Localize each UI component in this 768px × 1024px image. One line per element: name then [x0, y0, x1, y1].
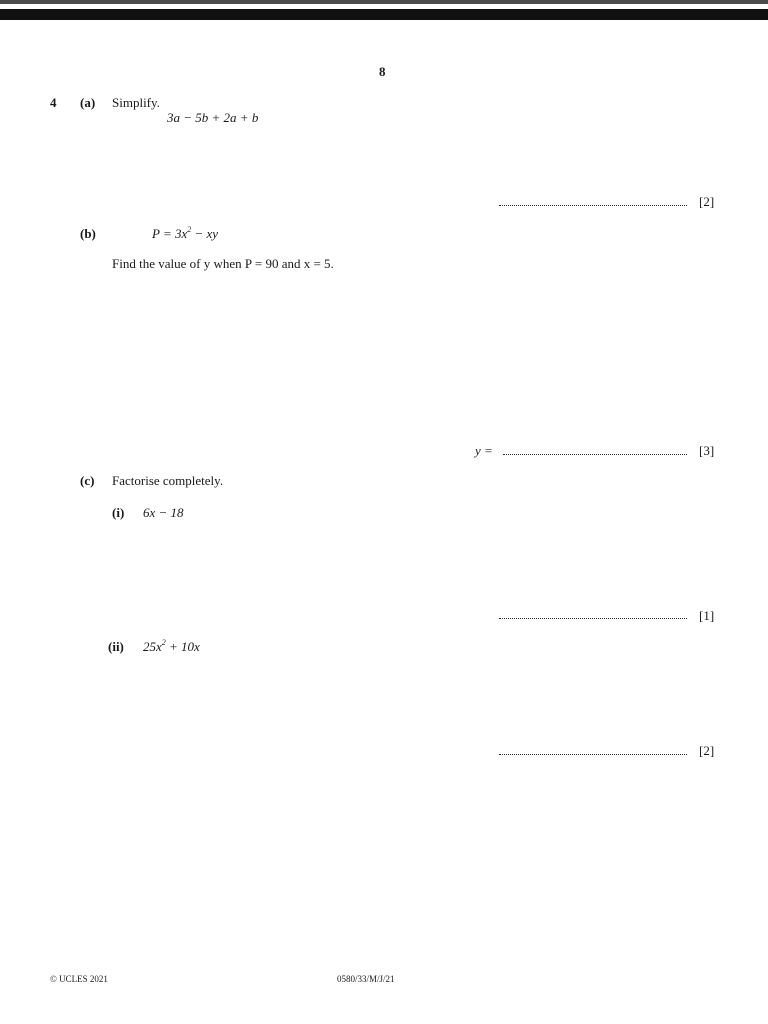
expression-exponent: 2	[161, 638, 166, 647]
part-c-i-label: (i)	[112, 505, 125, 520]
expression-tail: + 10x	[165, 639, 200, 654]
footer-code: 0580/33/M/J/21	[337, 974, 395, 984]
expression-base: 25x	[143, 639, 162, 654]
formula-exponent: 2	[187, 225, 192, 234]
part-c-ii-expression	[143, 639, 200, 654]
formula-lhs: P	[152, 226, 160, 241]
part-b-marks: [3]	[699, 443, 715, 458]
part-c-i-marks: [1]	[699, 608, 715, 623]
part-c-ii-label: (ii)	[108, 639, 124, 654]
footer-copyright: © UCLES 2021	[50, 974, 108, 984]
top-border-thick	[0, 9, 768, 20]
part-c-label: (c)	[80, 473, 95, 488]
part-a-expression: 3a − 5b + 2a + b	[167, 110, 259, 125]
part-a-label: (a)	[80, 95, 96, 110]
formula-tail: − xy	[191, 226, 219, 241]
part-c-i-expression: 6x − 18	[143, 505, 184, 520]
part-c-i-answer-line[interactable]	[499, 618, 687, 619]
part-c-ii-marks: [2]	[699, 743, 715, 758]
top-border-thin	[0, 0, 768, 4]
question-number: 4	[50, 95, 57, 110]
part-b-instruction: Find the value of y when P = 90 and x = 5.	[112, 256, 334, 271]
part-b-label: (b)	[80, 226, 96, 241]
part-a-marks: [2]	[699, 194, 715, 209]
page-number: 8	[379, 64, 386, 79]
part-a-answer-line[interactable]	[499, 205, 687, 206]
part-a-instruction: Simplify.	[112, 95, 160, 110]
part-b-formula	[152, 226, 218, 241]
formula-rhs: = 3x	[162, 226, 188, 241]
part-c-instruction: Factorise completely.	[112, 473, 224, 488]
part-b-answer-line[interactable]	[503, 454, 687, 455]
part-b-answer-prefix: y =	[475, 443, 493, 458]
part-c-ii-answer-line[interactable]	[499, 754, 687, 755]
